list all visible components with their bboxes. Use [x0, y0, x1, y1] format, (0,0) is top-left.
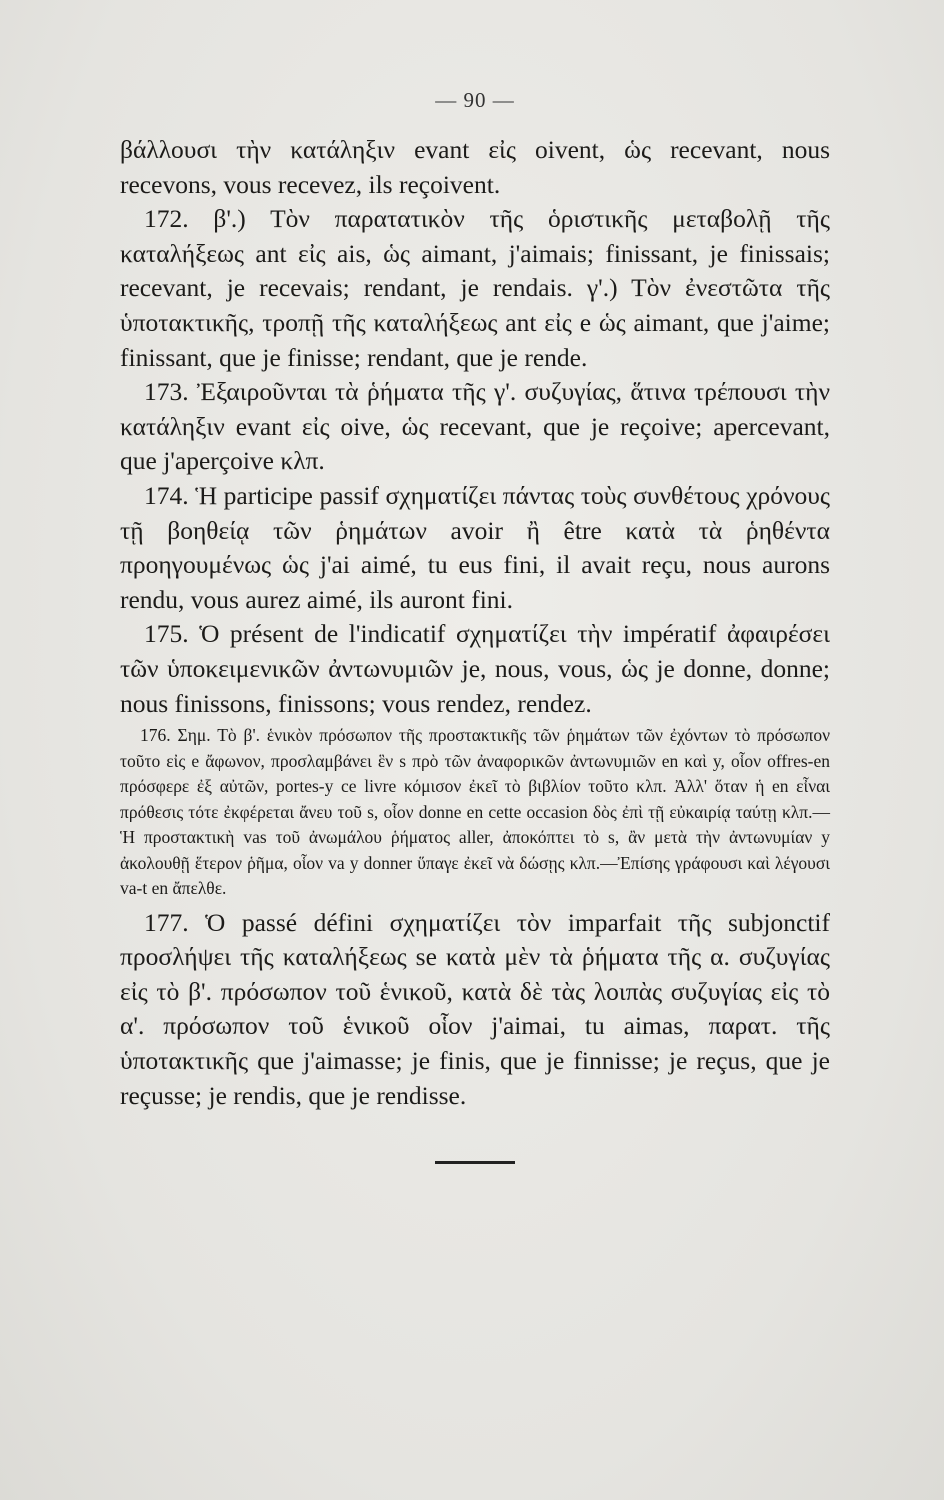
note-176: 176. Σημ. Τὸ β'. ἑνικὸν πρόσωπον τῆς προστακτικῆς τῶν ῥημάτων τῶν ἐχόντων τὸ πρόσωπον τοῦτο εἰς e ἄφωνον, προσλαμβάνει ἓν s πρὸ τῶν ἀναφορικῶν ἀντωνυμιῶν en καὶ y, οἷον offres-en πρόσφερε ἐξ αὐτῶν, portes-y ce livre κόμισον ἐκεῖ τὸ βιβλίον τοῦτο κλπ. Ἀλλ' ὅταν ἡ en εἶναι πρόθεσις τότε ἐκφέρεται ἄνευ τοῦ s, οἷον donne en cette occasion δὸς ἐπὶ τῇ εὐκαιρίᾳ ταύτῃ κλπ.—Ἡ προστακτικὴ vas τοῦ ἀνωμάλου ῥήματος aller, ἀποκόπτει τὸ s, ἂν μετὰ τὴν ἀντωνυμίαν y ἀκολουθῇ ἕτερον ῥῆμα, οἷον va y donner ὕπαγε ἐκεῖ νὰ δώσῃς κλπ.—Ἐπίσης γράφουσι καὶ λέγουσι va-t en ἄπελθε. — [120, 725, 830, 899]
page-number: — 90 — — [435, 88, 515, 112]
paragraph-175: 175. Ὁ présent de l'indicatif σχηματίζει τὴν impératif ἀφαιρέσει τῶν ὑποκειμενικῶν ἀντωνυμιῶν je, nous, vous, ὡς je donne, donne; nous finissons, finissons; vous rendez, rendez. — [120, 619, 830, 718]
paragraph-177: 177. Ὁ passé défini σχηματίζει τὸν imparfait τῆς subjonctif προσλήψει τῆς καταλήξεως se κατὰ μὲν τὰ ῥήματα τῆς α. συζυγίας εἰς τὸ β'. πρόσωπον τοῦ ἑνικοῦ, κατὰ δὲ τὰς λοιπὰς συζυγίας εἰς τὸ α'. πρόσωπον τοῦ ἑνικοῦ οἷον j'aimai, tu aimas, παρατ. τῆς ὑποτακτικῆς que j'aimasse; je finis, que je finnisse; je reçus, que je reçusse; je rendis, que je rendisse. — [120, 907, 830, 1110]
paragraph-173: 173. Ἐξαιροῦνται τὰ ῥήματα τῆς γ'. συζυγίας, ἅτινα τρέπουσι τὴν κατάληξιν evant εἰς oive, ὡς recevant, que je reçoive; apercevant, que j'aperçoive κλπ. — [120, 377, 830, 476]
section-divider — [435, 1161, 515, 1164]
main-text — [120, 133, 830, 1113]
paragraph-continuation: βάλλουσι τὴν κατάληξιν evant εἰς oivent, ὡς recevant, nous recevons, vous recevez, ils reçoivent. — [120, 135, 830, 199]
paragraph-174: 174. Ἡ participe passif σχηματίζει πάντας τοὺς συνθέτους χρόνους τῇ βοηθείᾳ τῶν ῥημάτων avoir ἢ être κατὰ τὰ ῥηθέντα προηγουμένως ὡς j'ai aimé, tu eus fini, il avait reçu, nous aurons rendu, vous aurez aimé, ils auront fini. — [120, 480, 830, 614]
paragraph-172: 172. β'.) Τὸν παρατατικὸν τῆς ὁριστικῆς μεταβολῇ τῆς καταλήξεως ant εἰς ais, ὡς aimant, j'aimais; finissant, je finissais; recevant, je recevais; rendant, je rendais. γ'.) Τὸν ἐνεστῶτα τῆς ὑποτακτικῆς, τροπῇ τῆς καταλήξεως ant εἰς e ὡς aimant, que j'aime; finissant, que je finisse; rendant, que je rende. — [120, 204, 830, 372]
